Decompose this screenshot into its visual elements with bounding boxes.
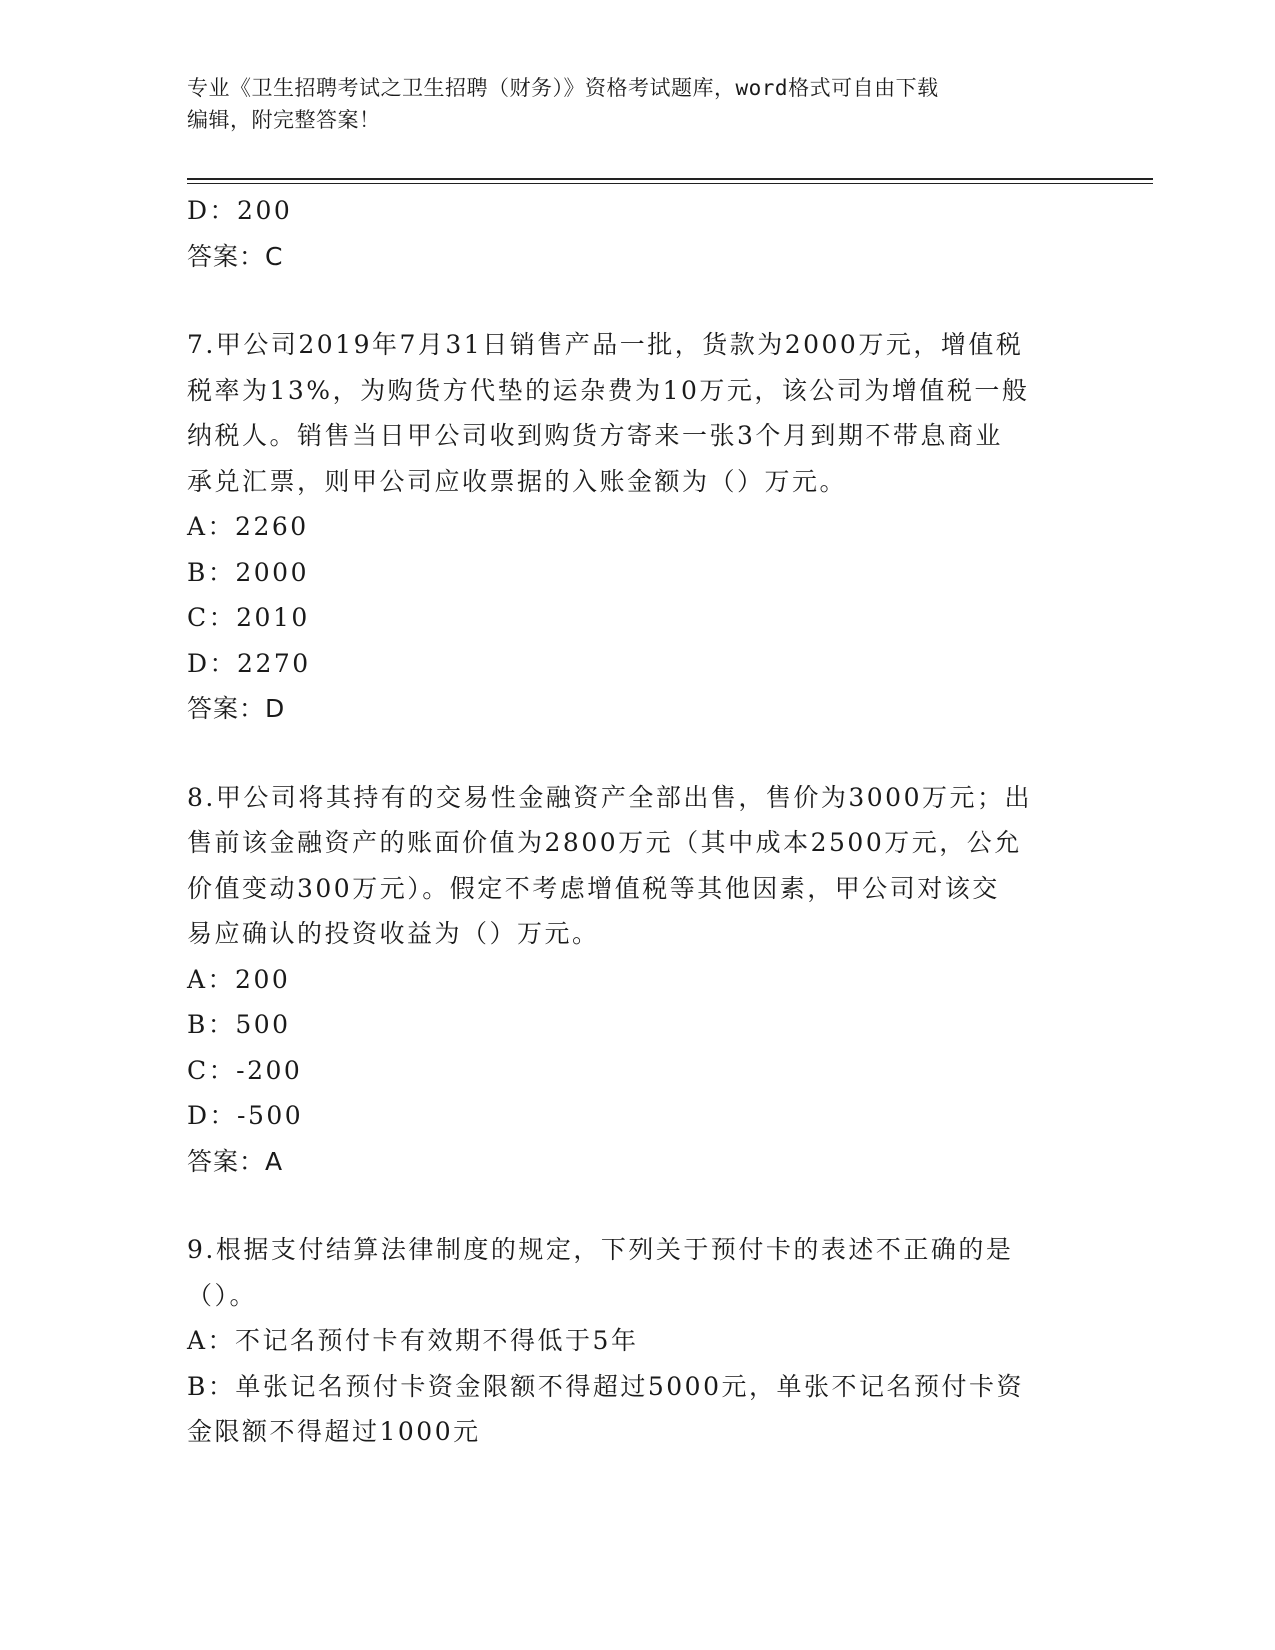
question-gap <box>187 732 1087 775</box>
answer-line: 答案：D <box>187 694 286 723</box>
answer-line: 答案：A <box>187 1146 284 1176</box>
question-text-line: 8.甲公司将其持有的交易性金融资产全部出售，售价为3000万元；出 <box>187 782 1032 812</box>
question-text-line: 价值变动300万元）。假定不考虑增值税等其他因素，甲公司对该交 <box>187 873 1000 903</box>
question-8 <box>187 775 1087 1185</box>
header-line-1: 专业《卫生招聘考试之卫生招聘（财务）》资格考试题库，word格式可自由下载 <box>187 76 939 100</box>
option-line: A：2260 <box>187 512 309 541</box>
question-text-line: 承兑汇票，则甲公司应收票据的入账金额为（）万元。 <box>187 466 848 496</box>
option-line: A：200 <box>187 964 291 994</box>
option-line: C：2010 <box>187 603 310 632</box>
option-line: B：单张记名预付卡资金限额不得超过5000元，单张不记名预付卡资 <box>187 1371 1024 1401</box>
question-7 <box>187 322 1087 732</box>
option-line: D：200 <box>187 196 293 225</box>
document-body <box>187 188 1087 1455</box>
option-line: B：500 <box>187 1010 291 1039</box>
question-text-line: （）。 <box>187 1280 258 1310</box>
question-gap <box>187 1184 1087 1227</box>
option-line: C：-200 <box>187 1055 303 1085</box>
question-text-line: 易应确认的投资收益为（）万元。 <box>187 919 600 948</box>
option-line: 金限额不得超过1000元 <box>187 1417 481 1446</box>
option-line: A：不记名预付卡有效期不得低于5年 <box>187 1326 639 1355</box>
option-line: D：2270 <box>187 648 311 678</box>
question-gap <box>187 279 1087 322</box>
option-line: D：-500 <box>187 1101 304 1130</box>
page-header <box>187 72 1067 136</box>
question-text-line: 7.甲公司2019年7月31日销售产品一批，货款为2000万元，增值税 <box>187 330 1024 359</box>
question-9 <box>187 1227 1087 1455</box>
answer-line: 答案：C <box>187 241 284 271</box>
option-line: B：2000 <box>187 557 309 587</box>
question-text-line: 纳税人。销售当日甲公司收到购货方寄来一张3个月到期不带息商业 <box>187 421 1003 450</box>
question-text-line: 税率为13%，为购货方代垫的运杂费为10万元，该公司为增值税一般 <box>187 375 1030 405</box>
header-line-2: 编辑，附完整答案！ <box>187 108 381 132</box>
header-divider-thin <box>187 183 1153 184</box>
question-text-line: 售前该金融资产的账面价值为2800万元（其中成本2500万元，公允 <box>187 828 1022 857</box>
header-divider-thick <box>187 178 1153 180</box>
question-text-line: 9.根据支付结算法律制度的规定，下列关于预付卡的表述不正确的是 <box>187 1235 1014 1264</box>
